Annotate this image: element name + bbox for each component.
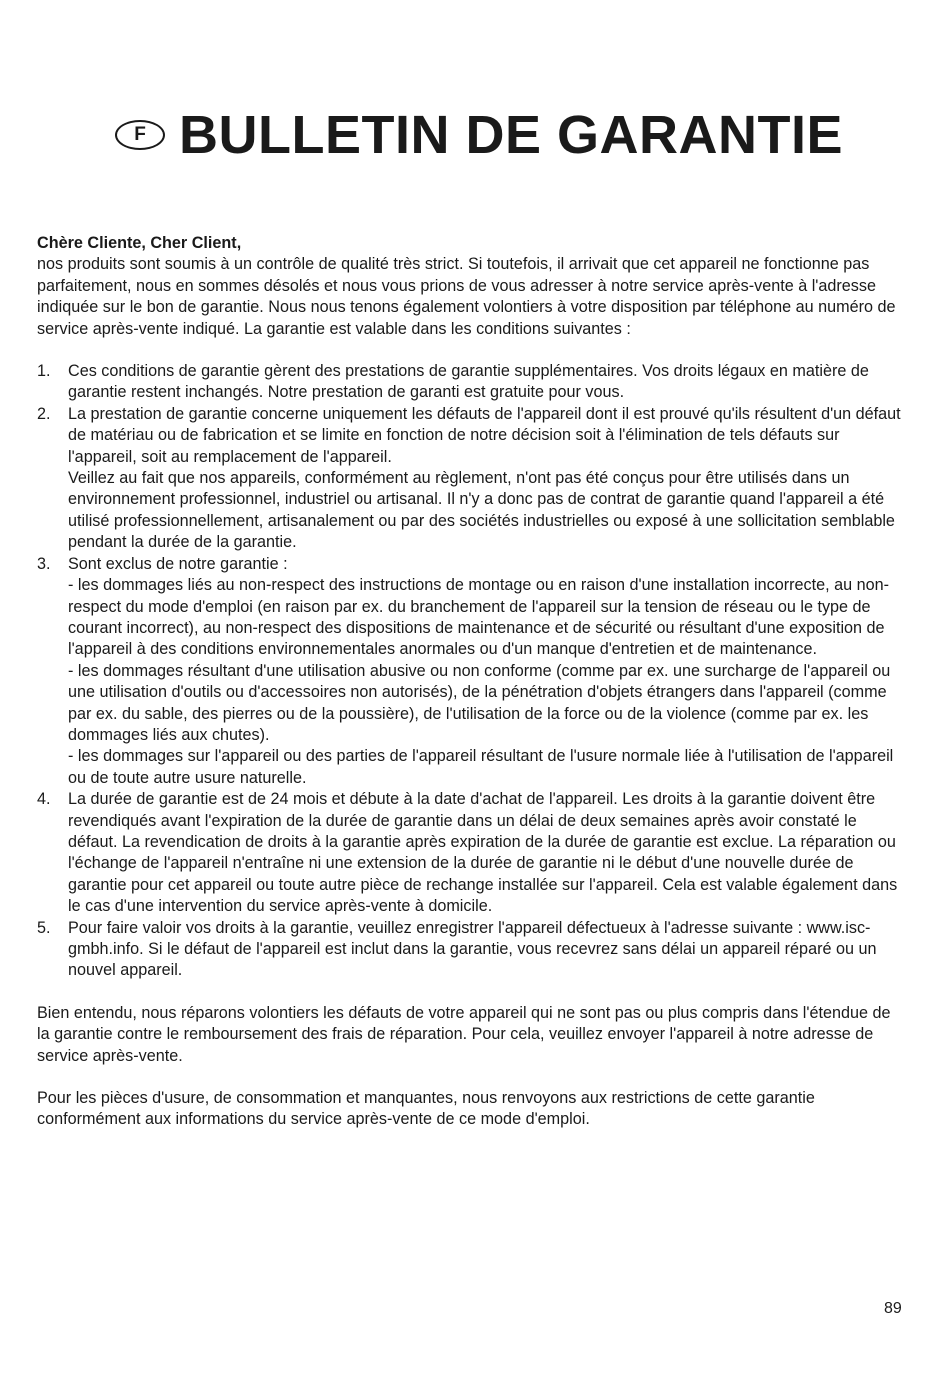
exclusion-text: - les dommages résultant d'une utilisation abusive ou non conforme (comme par ex. une surcharge de l'appareil ou une utilisation d'outils ou d'accessoires non autorisés), de la pénétration d'objets étrangers dans l'appareil (comme par ex. du sable, des pierres ou de la poussière), de l'utilisation de la force ou de la violence (comme par ex. les dommages liés aux chutes). [68, 661, 891, 744]
condition-item-1 [37, 361, 907, 404]
spacer [37, 982, 907, 1003]
spacer [37, 340, 907, 361]
condition-number: 5. [37, 918, 51, 937]
condition-item-2 [37, 404, 907, 554]
closing-paragraph: Pour les pièces d'usure, de consommation et manquantes, nous renvoyons aux restrictions de cette garantie conformément aux informations du service après-vente de ce mode d'emploi. [37, 1089, 815, 1129]
condition-number: 3. [37, 554, 51, 573]
language-badge: F [115, 120, 165, 150]
condition-item-5 [37, 918, 907, 982]
title-row [115, 105, 843, 165]
condition-item-4 [37, 789, 907, 917]
conditions-list [37, 361, 907, 982]
condition-text: La prestation de garantie concerne uniquement les défauts de l'appareil dont il est prouvé qu'ils résultent d'un défaut de matériau ou de fabrication et se limite en fonction de notre décision soit à l'élimination de tels défauts sur l'appareil, soit au remplacement de l'appareil. [68, 404, 901, 466]
spacer [37, 1067, 907, 1088]
condition-number: 2. [37, 404, 51, 423]
condition-number: 1. [37, 362, 51, 381]
condition-item-3 [37, 554, 907, 789]
exclusion-text: - les dommages sur l'appareil ou des parties de l'appareil résultant de l'usure normale liée à l'utilisation de l'appareil ou de toute autre usure naturelle. [68, 747, 894, 787]
condition-number: 4. [37, 790, 51, 809]
greeting: Chère Cliente, Cher Client, [37, 234, 242, 252]
page-title: BULLETIN DE GARANTIE [179, 105, 843, 165]
condition-text: La durée de garantie est de 24 mois et débute à la date d'achat de l'appareil. Les droits à la garantie doivent être revendiqués avant l'expiration de la durée de garantie dans un délai de deux semaines après avoir constaté le défaut. La revendication de droits à la garantie après expiration de la durée de garantie est exclue. La réparation ou l'échange de l'appareil n'entraîne ni une extension de la durée de garantie ni le début d'une nouvelle durée de garantie pour cet appareil ou toute autre pièce de rechange installée sur l'appareil. Cela est valable également dans le cas d'une intervention du service après-vente à domicile. [68, 790, 898, 916]
condition-text: Ces conditions de garantie gèrent des prestations de garantie supplémentaires. Vos droits légaux en matière de garantie restent inchangés. Notre prestation de garanti est gratuite pour vous. [68, 362, 869, 402]
condition-text: Pour faire valoir vos droits à la garantie, veuillez enregistrer l'appareil défectueux à l'adresse suivante : www.isc-gmbh.info. Si le défaut de l'appareil est inclut dans la garantie, vous recevrez sans délai un appareil réparé ou un nouvel appareil. [68, 918, 877, 980]
exclusion-text: - les dommages liés au non-respect des instructions de montage ou en raison d'une installation incorrecte, au non-respect du mode d'emploi (en raison par ex. du branchement de l'appareil sur la tension de réseau ou le type de courant incorrect), au non-respect des dispositions de maintenance et de sécurité ou résultant d'une exposition de l'appareil à des conditions environnementales anormales ou d'un manque d'entretien et de maintenance. [68, 576, 890, 659]
document-body [37, 233, 907, 1131]
condition-text: Veillez au fait que nos appareils, conformément au règlement, n'ont pas été conçus pour être utilisés dans un environnement professionnel, industriel ou artisanal. Il n'y a donc pas de contrat de garantie quand l'appareil a été utilisé professionnellement, artisanalement ou par des sociétés industrielles ou exposé à une sollicitation semblable pendant la durée de la garantie. [68, 469, 895, 552]
closing-paragraph: Bien entendu, nous réparons volontiers les défauts de votre appareil qui ne sont pas ou plus compris dans l'étendue de la garantie contre le remboursement des frais de réparation. Pour cela, veuillez envoyer l'appareil à notre adresse de service après-vente. [37, 1003, 891, 1065]
condition-text: Sont exclus de notre garantie : [68, 554, 288, 573]
page-number: 89 [884, 1300, 902, 1317]
intro-paragraph: nos produits sont soumis à un contrôle de qualité très strict. Si toutefois, il arrivait que cet appareil ne fonctionne pas parfaitement, nous en sommes désolés et nous vous prions de vous adresser à notre service après-vente à l'adresse indiquée sur le bon de garantie. Nous nous tenons également volontiers à votre disposition par téléphone au numéro de service après-vente indiqué. La garantie est valable dans les conditions suivantes : [37, 255, 896, 338]
